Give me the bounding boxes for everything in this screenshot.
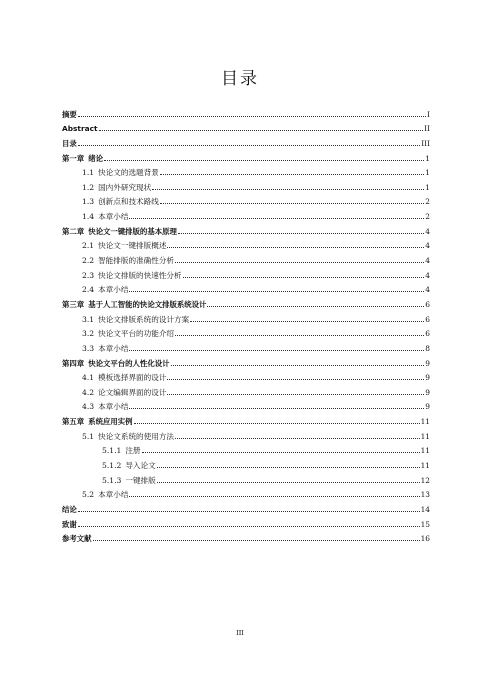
toc-dot-leader bbox=[129, 496, 419, 497]
toc-entry-number: 1.3 bbox=[82, 197, 95, 207]
toc-entry-page: 6 bbox=[425, 299, 430, 309]
toc-entry-number: 5.1 bbox=[82, 431, 95, 441]
toc-entry-page: 1 bbox=[425, 153, 430, 163]
toc-entry[interactable] bbox=[62, 250, 430, 265]
toc-entry-page: 11 bbox=[420, 461, 430, 471]
toc-entry[interactable] bbox=[62, 221, 430, 236]
toc-entry-title bbox=[62, 505, 77, 514]
toc-entry-title bbox=[82, 256, 174, 265]
toc-entry[interactable] bbox=[62, 280, 430, 295]
toc-entry-number: 2.4 bbox=[82, 285, 95, 295]
toc-dot-leader bbox=[160, 203, 424, 204]
toc-entry-number: 第三章 bbox=[62, 299, 85, 309]
toc-entry-page: 6 bbox=[425, 329, 430, 339]
toc-entry[interactable] bbox=[62, 426, 430, 441]
toc-entry-label: 本章小结 bbox=[98, 402, 129, 412]
page-number: III bbox=[236, 629, 244, 637]
toc-entry-label: 快论文平台的人性化设计 bbox=[88, 358, 170, 368]
toc-entry-label: 系统应用实例 bbox=[88, 417, 133, 427]
toc-entry-label: 论文编辑界面的设计 bbox=[98, 387, 167, 397]
toc-entry-label: 致谢 bbox=[62, 519, 77, 529]
toc-entry-title bbox=[82, 432, 174, 441]
toc-dot-leader bbox=[104, 160, 424, 161]
toc-entry-page: 9 bbox=[425, 358, 430, 368]
toc-entry-title bbox=[82, 197, 159, 206]
toc-entry-title bbox=[62, 300, 206, 309]
toc-entry[interactable] bbox=[62, 411, 430, 426]
toc-entry-page: III bbox=[421, 138, 430, 148]
toc-entry[interactable] bbox=[62, 485, 430, 500]
page-title: 目录 bbox=[221, 69, 259, 89]
toc-entry-title bbox=[82, 241, 166, 250]
toc-entry-title bbox=[82, 490, 128, 499]
toc-dot-leader bbox=[99, 130, 424, 131]
toc-entry-title bbox=[82, 373, 166, 382]
toc-entry[interactable] bbox=[62, 455, 430, 470]
toc-entry-label: 本章小结 bbox=[98, 285, 129, 295]
toc-entry-label: 快论文一键排版概述 bbox=[98, 241, 167, 251]
toc-dot-leader bbox=[129, 291, 424, 292]
toc-entry-number: 2.2 bbox=[82, 256, 95, 266]
toc-entry[interactable] bbox=[62, 265, 430, 280]
toc-dot-leader bbox=[78, 526, 420, 527]
toc-entry-page: 2 bbox=[425, 197, 430, 207]
toc-entry-title bbox=[82, 315, 189, 324]
toc-entry-number: 5.2 bbox=[82, 490, 95, 500]
toc-entry[interactable] bbox=[62, 382, 430, 397]
toc-entry-label: 基于人工智能的快论文排版系统设计 bbox=[88, 299, 207, 309]
toc-dot-leader bbox=[175, 335, 424, 336]
toc-entry-page: 14 bbox=[420, 504, 430, 514]
toc-entry-label: 快论文系统的使用方法 bbox=[98, 431, 175, 441]
toc-entry[interactable] bbox=[62, 338, 430, 353]
toc-entry-number: 3.3 bbox=[82, 343, 95, 353]
toc-entry[interactable] bbox=[62, 119, 430, 134]
toc-entry[interactable] bbox=[62, 499, 430, 514]
toc-entry-title bbox=[82, 285, 128, 294]
toc-entry-page: 8 bbox=[425, 343, 430, 353]
toc-entry-title bbox=[82, 402, 128, 411]
toc-entry[interactable] bbox=[62, 192, 430, 207]
toc-entry[interactable] bbox=[62, 206, 430, 221]
toc-entry[interactable] bbox=[62, 104, 430, 119]
toc-entry[interactable] bbox=[62, 163, 430, 178]
toc-entry-page: 4 bbox=[425, 241, 430, 251]
toc-dot-leader bbox=[134, 423, 420, 424]
toc-dot-leader bbox=[171, 365, 425, 366]
toc-entry[interactable] bbox=[62, 470, 430, 485]
toc-entry-title bbox=[62, 534, 92, 543]
toc-entry-label: 结论 bbox=[62, 504, 77, 514]
toc-entry-number: 第四章 bbox=[62, 358, 85, 368]
toc-entry-page: 11 bbox=[420, 417, 430, 427]
toc-entry-number: 3.1 bbox=[82, 314, 95, 324]
toc-entry-title bbox=[102, 476, 156, 485]
toc-entry-number: 3.2 bbox=[82, 329, 95, 339]
toc-dot-leader bbox=[167, 247, 424, 248]
toc-entry-title bbox=[82, 271, 182, 280]
toc-entry-page: 15 bbox=[420, 519, 430, 529]
toc-entry-page: 2 bbox=[425, 212, 430, 222]
toc-dot-leader bbox=[157, 482, 420, 483]
toc-entry-label: 创新点和技术路线 bbox=[98, 197, 159, 207]
toc-entry-label: Abstract bbox=[62, 124, 98, 134]
toc-entry-number: 1.1 bbox=[82, 168, 95, 178]
toc-entry-number: 5.1.1 bbox=[102, 446, 122, 456]
toc-entry-number: 4.1 bbox=[82, 373, 95, 383]
toc-entry-title bbox=[82, 344, 128, 353]
toc-entry-label: 摘要 bbox=[62, 109, 77, 119]
toc-entry-title bbox=[82, 388, 166, 397]
toc-entry-page: II bbox=[424, 124, 430, 134]
toc-entry-title bbox=[82, 168, 159, 177]
toc-entry-page: 9 bbox=[425, 402, 430, 412]
toc-entry-label: 模板选择界面的设计 bbox=[98, 373, 167, 383]
toc-entry-label: 本章小结 bbox=[98, 343, 129, 353]
toc-entry-number: 2.3 bbox=[82, 270, 95, 280]
toc-dot-leader bbox=[190, 321, 424, 322]
toc-dot-leader bbox=[78, 145, 420, 146]
toc-dot-leader bbox=[78, 511, 420, 512]
toc-entry-page: 4 bbox=[425, 226, 430, 236]
toc-entry-title bbox=[62, 139, 77, 148]
toc-entry-title bbox=[102, 461, 156, 470]
toc-dot-leader bbox=[167, 379, 424, 380]
toc-entry-number: 4.2 bbox=[82, 387, 95, 397]
toc-dot-leader bbox=[157, 467, 420, 468]
toc-dot-leader bbox=[175, 438, 420, 439]
toc-dot-leader bbox=[129, 350, 424, 351]
toc-entry-label: 快论文排版系统的设计方案 bbox=[98, 314, 190, 324]
toc-entry[interactable] bbox=[62, 397, 430, 412]
toc-entry-label: 本章小结 bbox=[98, 212, 129, 222]
toc-entry-page: 11 bbox=[420, 431, 430, 441]
toc-entry-title bbox=[102, 446, 141, 455]
toc-dot-leader bbox=[129, 218, 424, 219]
toc-entry[interactable] bbox=[62, 294, 430, 309]
table-of-contents bbox=[62, 104, 430, 543]
toc-entry-page: 16 bbox=[420, 534, 430, 544]
toc-entry[interactable] bbox=[62, 324, 430, 339]
toc-entry-page: 11 bbox=[420, 446, 430, 456]
toc-entry-label: 快论文排版的快速性分析 bbox=[98, 270, 182, 280]
toc-entry-title bbox=[62, 520, 77, 529]
toc-entry-title bbox=[82, 183, 151, 192]
toc-entry-number: 第二章 bbox=[62, 226, 85, 236]
toc-entry-page: 13 bbox=[420, 490, 430, 500]
toc-dot-leader bbox=[207, 306, 424, 307]
toc-entry-number: 4.3 bbox=[82, 402, 95, 412]
toc-entry-label: 快论文平台的功能介绍 bbox=[98, 329, 175, 339]
toc-entry[interactable] bbox=[62, 529, 430, 544]
toc-entry-number: 1.2 bbox=[82, 182, 95, 192]
toc-dot-leader bbox=[78, 116, 426, 117]
toc-entry-page: 1 bbox=[425, 168, 430, 178]
toc-dot-leader bbox=[175, 262, 424, 263]
toc-dot-leader bbox=[160, 174, 424, 175]
toc-entry[interactable] bbox=[62, 148, 430, 163]
toc-entry-title bbox=[62, 417, 133, 426]
toc-entry[interactable] bbox=[62, 236, 430, 251]
toc-dot-leader bbox=[93, 540, 420, 541]
toc-entry-label: 绪论 bbox=[88, 153, 103, 163]
toc-entry-title bbox=[82, 212, 128, 221]
toc-entry-page: 9 bbox=[425, 373, 430, 383]
toc-entry-label: 国内外研究现状 bbox=[98, 182, 152, 192]
toc-entry-title bbox=[62, 227, 177, 236]
toc-entry-number: 1.4 bbox=[82, 212, 95, 222]
toc-dot-leader bbox=[178, 233, 424, 234]
toc-entry-page: 4 bbox=[425, 285, 430, 295]
toc-entry-label: 目录 bbox=[62, 138, 77, 148]
toc-entry-page: 6 bbox=[425, 314, 430, 324]
toc-entry-title bbox=[82, 329, 174, 338]
toc-entry[interactable] bbox=[62, 368, 430, 383]
toc-entry-label: 快论文的选题背景 bbox=[98, 168, 159, 178]
toc-entry-label: 智能排版的准确性分析 bbox=[98, 256, 175, 266]
toc-entry-number: 第一章 bbox=[62, 153, 85, 163]
toc-entry-label: 导入论文 bbox=[125, 461, 156, 471]
toc-entry-number: 2.1 bbox=[82, 241, 95, 251]
toc-entry-title bbox=[62, 154, 103, 163]
toc-entry[interactable] bbox=[62, 353, 430, 368]
toc-entry[interactable] bbox=[62, 133, 430, 148]
toc-entry[interactable] bbox=[62, 309, 430, 324]
toc-entry-page: 4 bbox=[425, 256, 430, 266]
toc-entry-page: 12 bbox=[420, 475, 430, 485]
toc-entry-title bbox=[62, 124, 98, 133]
toc-entry[interactable] bbox=[62, 177, 430, 192]
toc-entry[interactable] bbox=[62, 514, 430, 529]
toc-entry-number: 5.1.3 bbox=[102, 475, 122, 485]
toc-dot-leader bbox=[129, 408, 424, 409]
toc-dot-leader bbox=[183, 277, 425, 278]
toc-entry-label: 参考文献 bbox=[62, 534, 92, 544]
toc-entry-page: 4 bbox=[425, 270, 430, 280]
toc-dot-leader bbox=[167, 394, 424, 395]
toc-entry-title bbox=[62, 110, 77, 119]
toc-entry-number: 第五章 bbox=[62, 417, 85, 427]
toc-entry[interactable] bbox=[62, 441, 430, 456]
toc-dot-leader bbox=[142, 452, 420, 453]
toc-entry-page: I bbox=[427, 109, 430, 119]
toc-entry-label: 本章小结 bbox=[98, 490, 129, 500]
toc-entry-label: 注册 bbox=[125, 446, 141, 456]
toc-entry-number: 5.1.2 bbox=[102, 461, 122, 471]
toc-entry-page: 1 bbox=[425, 182, 430, 192]
toc-dot-leader bbox=[152, 189, 424, 190]
toc-entry-label: 快论文一键排版的基本原理 bbox=[88, 226, 177, 236]
toc-entry-label: 一键排版 bbox=[125, 475, 156, 485]
toc-entry-title bbox=[62, 359, 170, 368]
toc-entry-page: 9 bbox=[425, 387, 430, 397]
